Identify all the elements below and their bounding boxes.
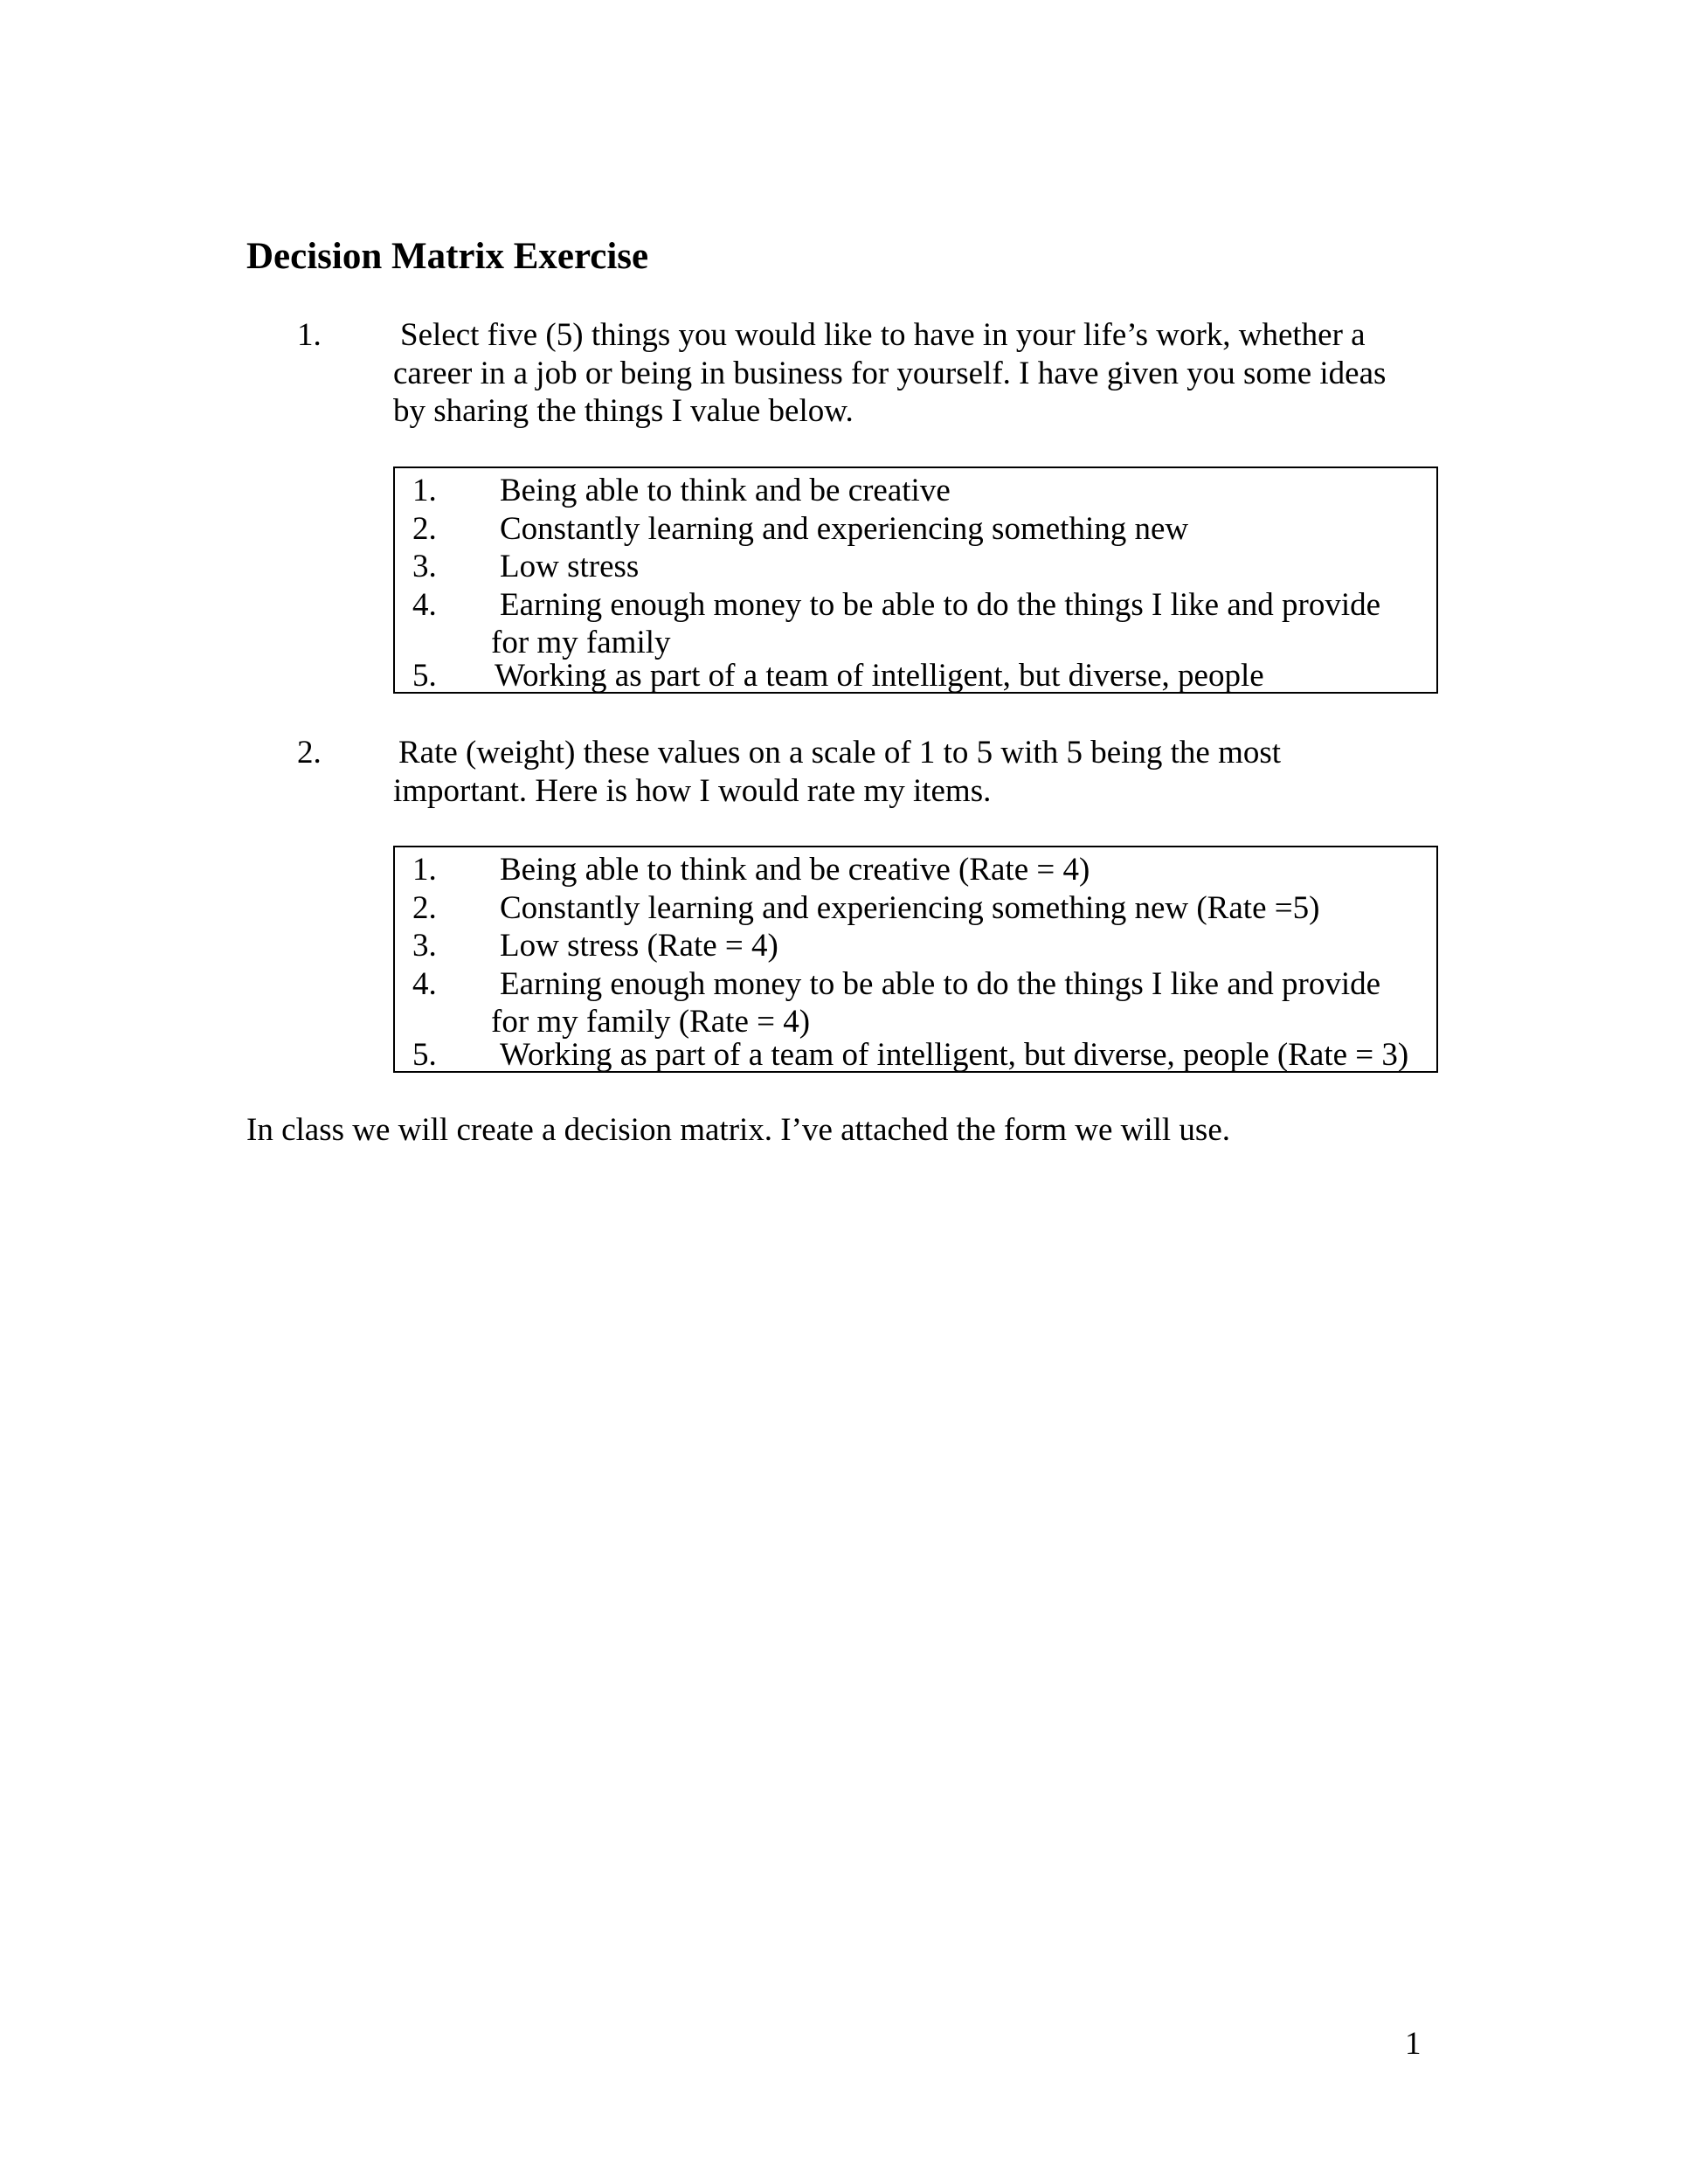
values-item-5-text: Working as part of a team of intelligent, but diverse, people: [495, 658, 1264, 694]
step-2-line-2: important. Here is how I would rate my items.: [393, 772, 992, 809]
values-item-3-text: Low stress: [500, 549, 640, 584]
rated-item-2-number: 2.: [412, 889, 437, 926]
values-item-5-number: 5.: [412, 658, 437, 694]
values-box: [393, 467, 1438, 694]
rated-item-4-number: 4.: [412, 965, 437, 1002]
rated-item-1-number: 1.: [412, 852, 437, 888]
values-item-2: [395, 510, 1436, 549]
rated-item-5-text: Working as part of a team of intelligent, but diverse, people (Rate = 3): [500, 1037, 1409, 1073]
rated-item-4-continuation: for my family (Rate = 4): [491, 1004, 811, 1040]
step-1-line-3: by sharing the things I value below.: [393, 393, 854, 429]
closing-text: In class we will create a decision matrix. I’ve attached the form we will use.: [246, 1112, 1231, 1148]
rated-item-4-text: Earning enough money to be able to do the things I like and provide: [500, 965, 1381, 1002]
rated-item-5-number: 5.: [412, 1037, 437, 1073]
rated-item-3-number: 3.: [412, 928, 437, 964]
values-item-1: [395, 472, 1436, 510]
values-item-1-text: Being able to think and be creative: [500, 473, 951, 508]
page-number: 1: [1405, 2026, 1422, 2062]
rated-item-3: [395, 927, 1436, 965]
values-item-2-text: Constantly learning and experiencing something new: [500, 510, 1189, 547]
page-title: Decision Matrix Exercise: [246, 236, 649, 277]
values-item-4: [395, 586, 1436, 625]
rated-item-4: [395, 965, 1436, 1004]
rated-item-1: [395, 851, 1436, 889]
step-1-line-2: career in a job or being in business for yourself. I have given you some ideas: [393, 355, 1387, 391]
step-2-number: 2.: [297, 735, 322, 771]
rated-values-box: [393, 846, 1438, 1073]
rated-item-3-text: Low stress (Rate = 4): [500, 928, 778, 964]
values-item-5: [395, 657, 1436, 695]
values-item-3-number: 3.: [412, 549, 437, 584]
rated-item-2-text: Constantly learning and experiencing something new (Rate =5): [500, 889, 1320, 926]
step-1-number: 1.: [297, 317, 322, 353]
rated-item-1-text: Being able to think and be creative (Rate = 4): [500, 852, 1090, 888]
values-item-3: [395, 548, 1436, 586]
rated-item-5: [395, 1036, 1436, 1075]
values-item-4-text: Earning enough money to be able to do the things I like and provide: [500, 586, 1381, 623]
step-2-instruction: [393, 734, 1281, 810]
values-item-2-number: 2.: [412, 510, 437, 547]
values-item-1-number: 1.: [412, 473, 437, 508]
values-item-4-continuation-row: [395, 624, 1436, 662]
values-item-4-number: 4.: [412, 586, 437, 623]
rated-item-4-continuation-row: [395, 1003, 1436, 1041]
rated-item-2: [395, 889, 1436, 928]
step-1-line-1: Select five (5) things you would like to have in your life’s work, whether a: [400, 317, 1366, 353]
step-2-line-1: Rate (weight) these values on a scale of 1 to 5 with 5 being the most: [398, 735, 1282, 771]
values-item-4-continuation: for my family: [491, 625, 671, 660]
step-1-instruction: [393, 316, 1386, 431]
